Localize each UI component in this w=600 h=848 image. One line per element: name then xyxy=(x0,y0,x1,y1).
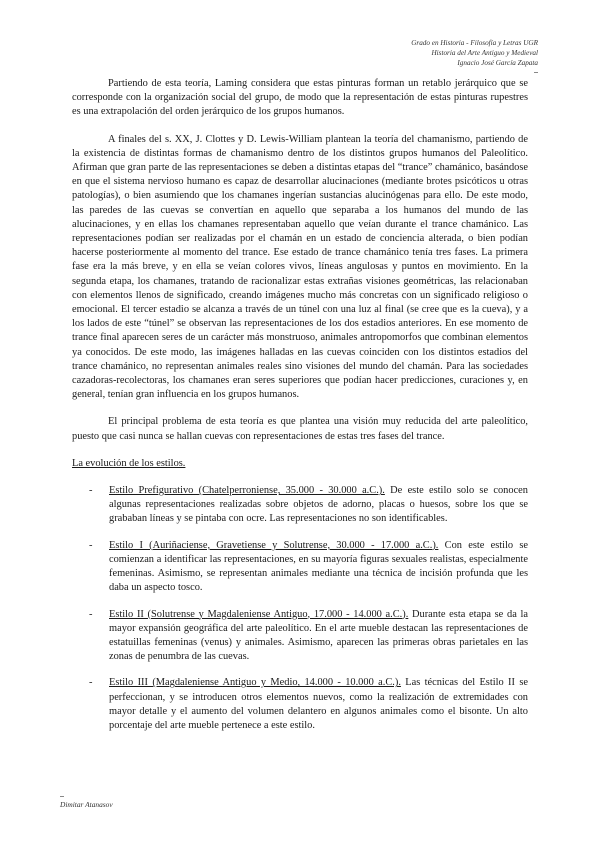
style-name: Estilo Prefigurativo (Chatelperroniense, 35.000 - 30.000 a.C.). xyxy=(109,485,385,497)
style-description: Con este estilo se comienzan a identificar las representaciones, en su mayoría figuras sexuales realistas, especialmente femeninas. Asimismo, se representan animales mediante una técnica de incisión profunda que les daba un aspecto tosco. xyxy=(109,539,528,594)
list-item xyxy=(72,676,528,733)
paragraph: A finales del s. XX, J. Clottes y D. Lewis-William plantean la teoría del chamanismo, partiendo de la existencia de distintas formas de chamanismo dentro de los distintos grupos humanos del Paleolítico. Afirman que gran parte de las representaciones se deben a distintas etapas del “trance” chamánico, basándose en que el sistema nervioso humano es capaz de desarrollar alucinaciones (mediante brotes psicóticos u otras patologías), o bien asumiendo que los chamanes ingerían sustancias alucinógenas para ello. De este modo, las paredes de las cuevas se convertían en aquello que separaba a los humanos del mundo de las alucinaciones, y en ellas los chamanes representaban aquello que veían durante el trance chamánico. Las representaciones podían ser realizadas por el chamán en un estado de conciencia alterada, o bien podían hacerse posteriormente al momento del trance. Ese estado de trance chamánico tenía tres fases. La primera fase era la más breve, y en ella se veían colores vivos, líneas angulosas y puntos en movimiento. En la segunda etapa, los chamanes, tratando de racionalizar estas extrañas visiones geométricas, las relacionaban con elementos llenos de significado, creando imágenes mucho más concretas con un significado religioso o emocional. El tercer estadio se alcanza a través de un túnel con una luz al final (se cree que es la cueva), y a los lados de este “túnel” se observan las representaciones de los dos estadios anteriores. En ese momento de trance final aparecen seres de un carácter más monstruoso, animales antropomorfos que combinan elementos ya conocidos. De este modo, las imágenes halladas en las cuevas coinciden con los distintos estadios del trance chamánico, no representan animales reales sino visiones del mundo del chamán. Para las sociedades cazadoras-recolectoras, los chamanes eran seres superiores que podían hacer predicciones, curaciones y, en general, tenían gran influencia en los grupos humanos. xyxy=(72,133,528,401)
paragraph: Partiendo de esta teoría, Laming considera que estas pinturas forman un retablo jerárquico que se corresponde con la organización social del grupo, de modo que la representación de estas pinturas rupestres es una extrapolación del orden jerárquico de los grupos humanos. xyxy=(72,78,528,118)
style-description: Las técnicas del Estilo II se perfeccionan, y se introducen otros elementos nuevos, como la realización de extremidades con mayor detalle y el aumento del volumen delantero en algunos animales como el bisonte. Un alto porcentaje del arte mueble pertenece a este estilo. xyxy=(109,677,528,731)
footer-author: Dimitar Atanasov xyxy=(60,800,113,809)
list-item xyxy=(72,539,528,596)
style-name: Estilo II (Solutrense y Magdaleniense Antiguo, 17.000 - 14.000 a.C.). xyxy=(109,608,409,620)
list-item xyxy=(72,484,528,527)
bullet-dash: - xyxy=(89,677,93,689)
bullet-dash: - xyxy=(89,539,93,551)
header-author: Ignacio José García Zapata xyxy=(457,59,538,67)
style-description: De este estilo solo se conocen algunas representaciones realizadas sobre objetos de adorno, placas o huesos, sobre los que se grababan líneas y se pintaba con ocre. Las representaciones no son identificables. xyxy=(109,485,528,525)
section-title: La evolución de los estilos. xyxy=(72,457,186,469)
header-divider xyxy=(534,72,538,73)
bullet-dash: - xyxy=(89,608,93,620)
document-body xyxy=(72,77,528,745)
style-name: Estilo III (Magdaleniense Antiguo y Medio, 14.000 - 10.000 a.C.). xyxy=(109,677,401,689)
list-item xyxy=(72,608,528,665)
page-header xyxy=(411,38,538,68)
styles-list xyxy=(72,484,528,733)
style-name: Estilo I (Auriñaciense, Gravetiense y Solutrense, 30.000 - 17.000 a.C.). xyxy=(109,539,439,551)
footer-divider xyxy=(60,796,64,797)
style-description: Durante esta etapa se da la mayor expansión geográfica del arte paleolítico. En el arte mueble destacan las representaciones de estatuillas femeninas (venus) y animales. Asimismo, aparecen las primeras obras parietales en las zonas de penumbra de las cuevas. xyxy=(109,608,528,663)
paragraph: El principal problema de esta teoría es que plantea una visión muy reducida del arte paleolítico, puesto que casi nunca se hallan cuevas con representaciones de estas tres fases del trance. xyxy=(72,416,528,442)
header-degree: Grado en Historia - Filosofía y Letras UGR xyxy=(411,39,538,47)
header-course: Historia del Arte Antiguo y Medieval xyxy=(431,49,538,57)
bullet-dash: - xyxy=(89,485,93,497)
